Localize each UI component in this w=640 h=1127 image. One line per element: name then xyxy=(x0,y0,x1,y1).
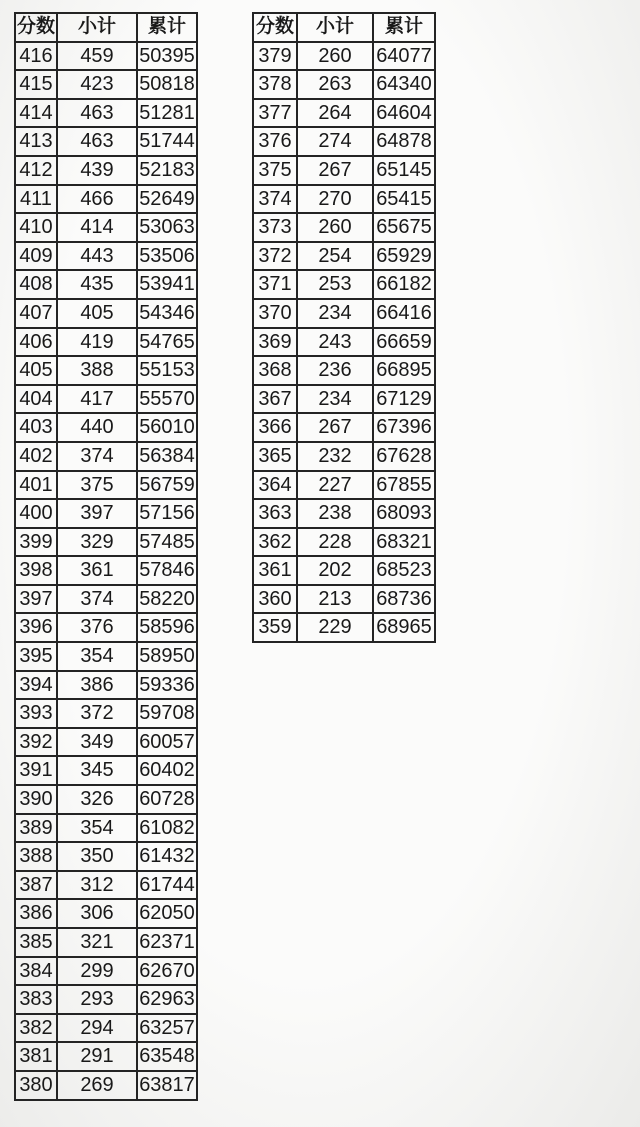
table-row xyxy=(253,270,435,299)
table-row xyxy=(15,585,197,614)
cumulative-cell: 55570 xyxy=(137,385,197,414)
score-cell: 365 xyxy=(253,442,297,471)
score-cell: 369 xyxy=(253,328,297,357)
table-row xyxy=(15,642,197,671)
score-cell: 405 xyxy=(15,356,57,385)
cumulative-cell: 64340 xyxy=(373,70,435,99)
count-cell: 260 xyxy=(297,42,373,71)
count-cell: 397 xyxy=(57,499,137,528)
table-row xyxy=(253,299,435,328)
score-cell: 412 xyxy=(15,156,57,185)
count-cell: 306 xyxy=(57,899,137,928)
cumulative-cell: 51281 xyxy=(137,99,197,128)
table-row xyxy=(253,499,435,528)
cumulative-cell: 68965 xyxy=(373,613,435,642)
table-row xyxy=(253,556,435,585)
score-cell: 382 xyxy=(15,1014,57,1043)
cumulative-cell: 62963 xyxy=(137,985,197,1014)
score-cell: 401 xyxy=(15,471,57,500)
cumulative-cell: 52649 xyxy=(137,185,197,214)
count-cell: 419 xyxy=(57,328,137,357)
score-cell: 387 xyxy=(15,871,57,900)
table-row xyxy=(253,156,435,185)
column-header-count: 小计 xyxy=(57,13,137,42)
count-cell: 372 xyxy=(57,699,137,728)
cumulative-cell: 67129 xyxy=(373,385,435,414)
cumulative-cell: 67396 xyxy=(373,413,435,442)
count-cell: 345 xyxy=(57,756,137,785)
cumulative-cell: 61082 xyxy=(137,814,197,843)
table-row xyxy=(15,270,197,299)
table-row xyxy=(253,42,435,71)
score-cell: 384 xyxy=(15,957,57,986)
score-cell: 404 xyxy=(15,385,57,414)
cumulative-cell: 60728 xyxy=(137,785,197,814)
table-row xyxy=(15,385,197,414)
count-cell: 228 xyxy=(297,528,373,557)
count-cell: 354 xyxy=(57,642,137,671)
score-cell: 396 xyxy=(15,613,57,642)
table-row xyxy=(15,356,197,385)
table-row xyxy=(15,671,197,700)
table-row xyxy=(15,213,197,242)
count-cell: 435 xyxy=(57,270,137,299)
cumulative-cell: 64077 xyxy=(373,42,435,71)
score-cell: 400 xyxy=(15,499,57,528)
count-cell: 459 xyxy=(57,42,137,71)
count-cell: 267 xyxy=(297,156,373,185)
table-row xyxy=(15,328,197,357)
score-cell: 414 xyxy=(15,99,57,128)
count-cell: 375 xyxy=(57,471,137,500)
cumulative-cell: 57846 xyxy=(137,556,197,585)
table-row xyxy=(15,156,197,185)
count-cell: 414 xyxy=(57,213,137,242)
count-cell: 405 xyxy=(57,299,137,328)
count-cell: 274 xyxy=(297,127,373,156)
count-cell: 264 xyxy=(297,99,373,128)
cumulative-cell: 60402 xyxy=(137,756,197,785)
score-cell: 372 xyxy=(253,242,297,271)
count-cell: 388 xyxy=(57,356,137,385)
count-cell: 329 xyxy=(57,528,137,557)
column-header-score: 分数 xyxy=(253,13,297,42)
cumulative-cell: 64604 xyxy=(373,99,435,128)
score-cell: 370 xyxy=(253,299,297,328)
score-cell: 368 xyxy=(253,356,297,385)
score-cell: 388 xyxy=(15,842,57,871)
cumulative-cell: 62050 xyxy=(137,899,197,928)
score-cell: 381 xyxy=(15,1042,57,1071)
count-cell: 238 xyxy=(297,499,373,528)
count-cell: 423 xyxy=(57,70,137,99)
score-cell: 361 xyxy=(253,556,297,585)
score-cell: 360 xyxy=(253,585,297,614)
score-cell: 364 xyxy=(253,471,297,500)
header-row xyxy=(15,13,197,42)
header-row xyxy=(253,13,435,42)
score-cell: 392 xyxy=(15,728,57,757)
cumulative-cell: 64878 xyxy=(373,127,435,156)
score-cell: 385 xyxy=(15,928,57,957)
score-cell: 406 xyxy=(15,328,57,357)
table-row xyxy=(253,442,435,471)
table-row xyxy=(253,413,435,442)
score-cell: 398 xyxy=(15,556,57,585)
count-cell: 299 xyxy=(57,957,137,986)
table-row xyxy=(253,585,435,614)
score-cell: 394 xyxy=(15,671,57,700)
count-cell: 294 xyxy=(57,1014,137,1043)
table-row xyxy=(15,957,197,986)
score-table-right xyxy=(252,12,436,643)
cumulative-cell: 62670 xyxy=(137,957,197,986)
cumulative-cell: 50395 xyxy=(137,42,197,71)
table-row xyxy=(15,99,197,128)
score-cell: 379 xyxy=(253,42,297,71)
count-cell: 439 xyxy=(57,156,137,185)
table-row xyxy=(253,471,435,500)
count-cell: 269 xyxy=(57,1071,137,1100)
score-cell: 411 xyxy=(15,185,57,214)
count-cell: 229 xyxy=(297,613,373,642)
count-cell: 386 xyxy=(57,671,137,700)
table-row xyxy=(15,528,197,557)
table-row xyxy=(15,728,197,757)
count-cell: 260 xyxy=(297,213,373,242)
cumulative-cell: 63817 xyxy=(137,1071,197,1100)
score-cell: 407 xyxy=(15,299,57,328)
cumulative-cell: 67628 xyxy=(373,442,435,471)
table-row xyxy=(15,127,197,156)
score-cell: 374 xyxy=(253,185,297,214)
cumulative-cell: 52183 xyxy=(137,156,197,185)
table-row xyxy=(253,328,435,357)
score-cell: 408 xyxy=(15,270,57,299)
count-cell: 267 xyxy=(297,413,373,442)
table-row xyxy=(253,356,435,385)
cumulative-cell: 68523 xyxy=(373,556,435,585)
column-header-count: 小计 xyxy=(297,13,373,42)
table-row xyxy=(15,1042,197,1071)
cumulative-cell: 63257 xyxy=(137,1014,197,1043)
score-cell: 377 xyxy=(253,99,297,128)
score-cell: 397 xyxy=(15,585,57,614)
table-row xyxy=(15,1071,197,1100)
table-row xyxy=(15,413,197,442)
cumulative-cell: 66182 xyxy=(373,270,435,299)
cumulative-cell: 59708 xyxy=(137,699,197,728)
score-cell: 409 xyxy=(15,242,57,271)
score-cell: 362 xyxy=(253,528,297,557)
score-cell: 366 xyxy=(253,413,297,442)
score-cell: 386 xyxy=(15,899,57,928)
cumulative-cell: 58596 xyxy=(137,613,197,642)
score-cell: 403 xyxy=(15,413,57,442)
score-cell: 393 xyxy=(15,699,57,728)
column-header-cumulative: 累计 xyxy=(137,13,197,42)
table-row xyxy=(253,613,435,642)
cumulative-cell: 58950 xyxy=(137,642,197,671)
count-cell: 376 xyxy=(57,613,137,642)
count-cell: 361 xyxy=(57,556,137,585)
cumulative-cell: 65415 xyxy=(373,185,435,214)
count-cell: 243 xyxy=(297,328,373,357)
cumulative-cell: 57156 xyxy=(137,499,197,528)
cumulative-cell: 63548 xyxy=(137,1042,197,1071)
score-cell: 413 xyxy=(15,127,57,156)
cumulative-cell: 66416 xyxy=(373,299,435,328)
count-cell: 321 xyxy=(57,928,137,957)
score-cell: 376 xyxy=(253,127,297,156)
score-cell: 389 xyxy=(15,814,57,843)
count-cell: 326 xyxy=(57,785,137,814)
score-cell: 416 xyxy=(15,42,57,71)
table-row xyxy=(15,471,197,500)
table-row xyxy=(253,99,435,128)
count-cell: 227 xyxy=(297,471,373,500)
score-cell: 359 xyxy=(253,613,297,642)
cumulative-cell: 54346 xyxy=(137,299,197,328)
count-cell: 463 xyxy=(57,127,137,156)
count-cell: 440 xyxy=(57,413,137,442)
count-cell: 466 xyxy=(57,185,137,214)
count-cell: 270 xyxy=(297,185,373,214)
count-cell: 374 xyxy=(57,442,137,471)
cumulative-cell: 68093 xyxy=(373,499,435,528)
count-cell: 349 xyxy=(57,728,137,757)
cumulative-cell: 65929 xyxy=(373,242,435,271)
count-cell: 374 xyxy=(57,585,137,614)
score-cell: 378 xyxy=(253,70,297,99)
score-cell: 402 xyxy=(15,442,57,471)
cumulative-cell: 61744 xyxy=(137,871,197,900)
score-cell: 399 xyxy=(15,528,57,557)
count-cell: 232 xyxy=(297,442,373,471)
table-row xyxy=(15,756,197,785)
score-cell: 367 xyxy=(253,385,297,414)
count-cell: 293 xyxy=(57,985,137,1014)
cumulative-cell: 55153 xyxy=(137,356,197,385)
score-table-left xyxy=(14,12,198,1101)
table-row xyxy=(253,127,435,156)
table-row xyxy=(15,985,197,1014)
table-row xyxy=(15,556,197,585)
count-cell: 312 xyxy=(57,871,137,900)
cumulative-cell: 56759 xyxy=(137,471,197,500)
count-cell: 463 xyxy=(57,99,137,128)
cumulative-cell: 58220 xyxy=(137,585,197,614)
score-cell: 373 xyxy=(253,213,297,242)
table-row xyxy=(15,928,197,957)
score-cell: 415 xyxy=(15,70,57,99)
count-cell: 234 xyxy=(297,299,373,328)
count-cell: 443 xyxy=(57,242,137,271)
table-row xyxy=(253,242,435,271)
table-row xyxy=(15,185,197,214)
count-cell: 253 xyxy=(297,270,373,299)
table-row xyxy=(15,1014,197,1043)
table-row xyxy=(15,242,197,271)
cumulative-cell: 61432 xyxy=(137,842,197,871)
score-cell: 363 xyxy=(253,499,297,528)
count-cell: 417 xyxy=(57,385,137,414)
score-cell: 395 xyxy=(15,642,57,671)
cumulative-cell: 68321 xyxy=(373,528,435,557)
table-row xyxy=(253,385,435,414)
count-cell: 202 xyxy=(297,556,373,585)
table-row xyxy=(15,42,197,71)
cumulative-cell: 68736 xyxy=(373,585,435,614)
count-cell: 350 xyxy=(57,842,137,871)
cumulative-cell: 59336 xyxy=(137,671,197,700)
count-cell: 234 xyxy=(297,385,373,414)
score-cell: 371 xyxy=(253,270,297,299)
cumulative-cell: 51744 xyxy=(137,127,197,156)
table-row xyxy=(15,299,197,328)
table-row xyxy=(15,899,197,928)
score-cell: 380 xyxy=(15,1071,57,1100)
table-row xyxy=(15,842,197,871)
table-row xyxy=(15,785,197,814)
score-cell: 410 xyxy=(15,213,57,242)
cumulative-cell: 65145 xyxy=(373,156,435,185)
count-cell: 291 xyxy=(57,1042,137,1071)
count-cell: 254 xyxy=(297,242,373,271)
count-cell: 263 xyxy=(297,70,373,99)
table-row xyxy=(15,699,197,728)
table-row xyxy=(15,871,197,900)
table-row xyxy=(15,442,197,471)
score-cell: 375 xyxy=(253,156,297,185)
column-header-score: 分数 xyxy=(15,13,57,42)
table-row xyxy=(253,528,435,557)
cumulative-cell: 50818 xyxy=(137,70,197,99)
table-row xyxy=(15,814,197,843)
table-row xyxy=(253,213,435,242)
count-cell: 213 xyxy=(297,585,373,614)
table-row xyxy=(15,70,197,99)
cumulative-cell: 67855 xyxy=(373,471,435,500)
count-cell: 354 xyxy=(57,814,137,843)
cumulative-cell: 66895 xyxy=(373,356,435,385)
cumulative-cell: 57485 xyxy=(137,528,197,557)
cumulative-cell: 53063 xyxy=(137,213,197,242)
cumulative-cell: 65675 xyxy=(373,213,435,242)
cumulative-cell: 53506 xyxy=(137,242,197,271)
cumulative-cell: 56384 xyxy=(137,442,197,471)
score-cell: 390 xyxy=(15,785,57,814)
cumulative-cell: 54765 xyxy=(137,328,197,357)
table-row xyxy=(15,499,197,528)
table-row xyxy=(253,70,435,99)
table-row xyxy=(15,613,197,642)
cumulative-cell: 56010 xyxy=(137,413,197,442)
cumulative-cell: 66659 xyxy=(373,328,435,357)
table-row xyxy=(253,185,435,214)
score-cell: 391 xyxy=(15,756,57,785)
cumulative-cell: 60057 xyxy=(137,728,197,757)
column-header-cumulative: 累计 xyxy=(373,13,435,42)
count-cell: 236 xyxy=(297,356,373,385)
score-cell: 383 xyxy=(15,985,57,1014)
cumulative-cell: 62371 xyxy=(137,928,197,957)
cumulative-cell: 53941 xyxy=(137,270,197,299)
